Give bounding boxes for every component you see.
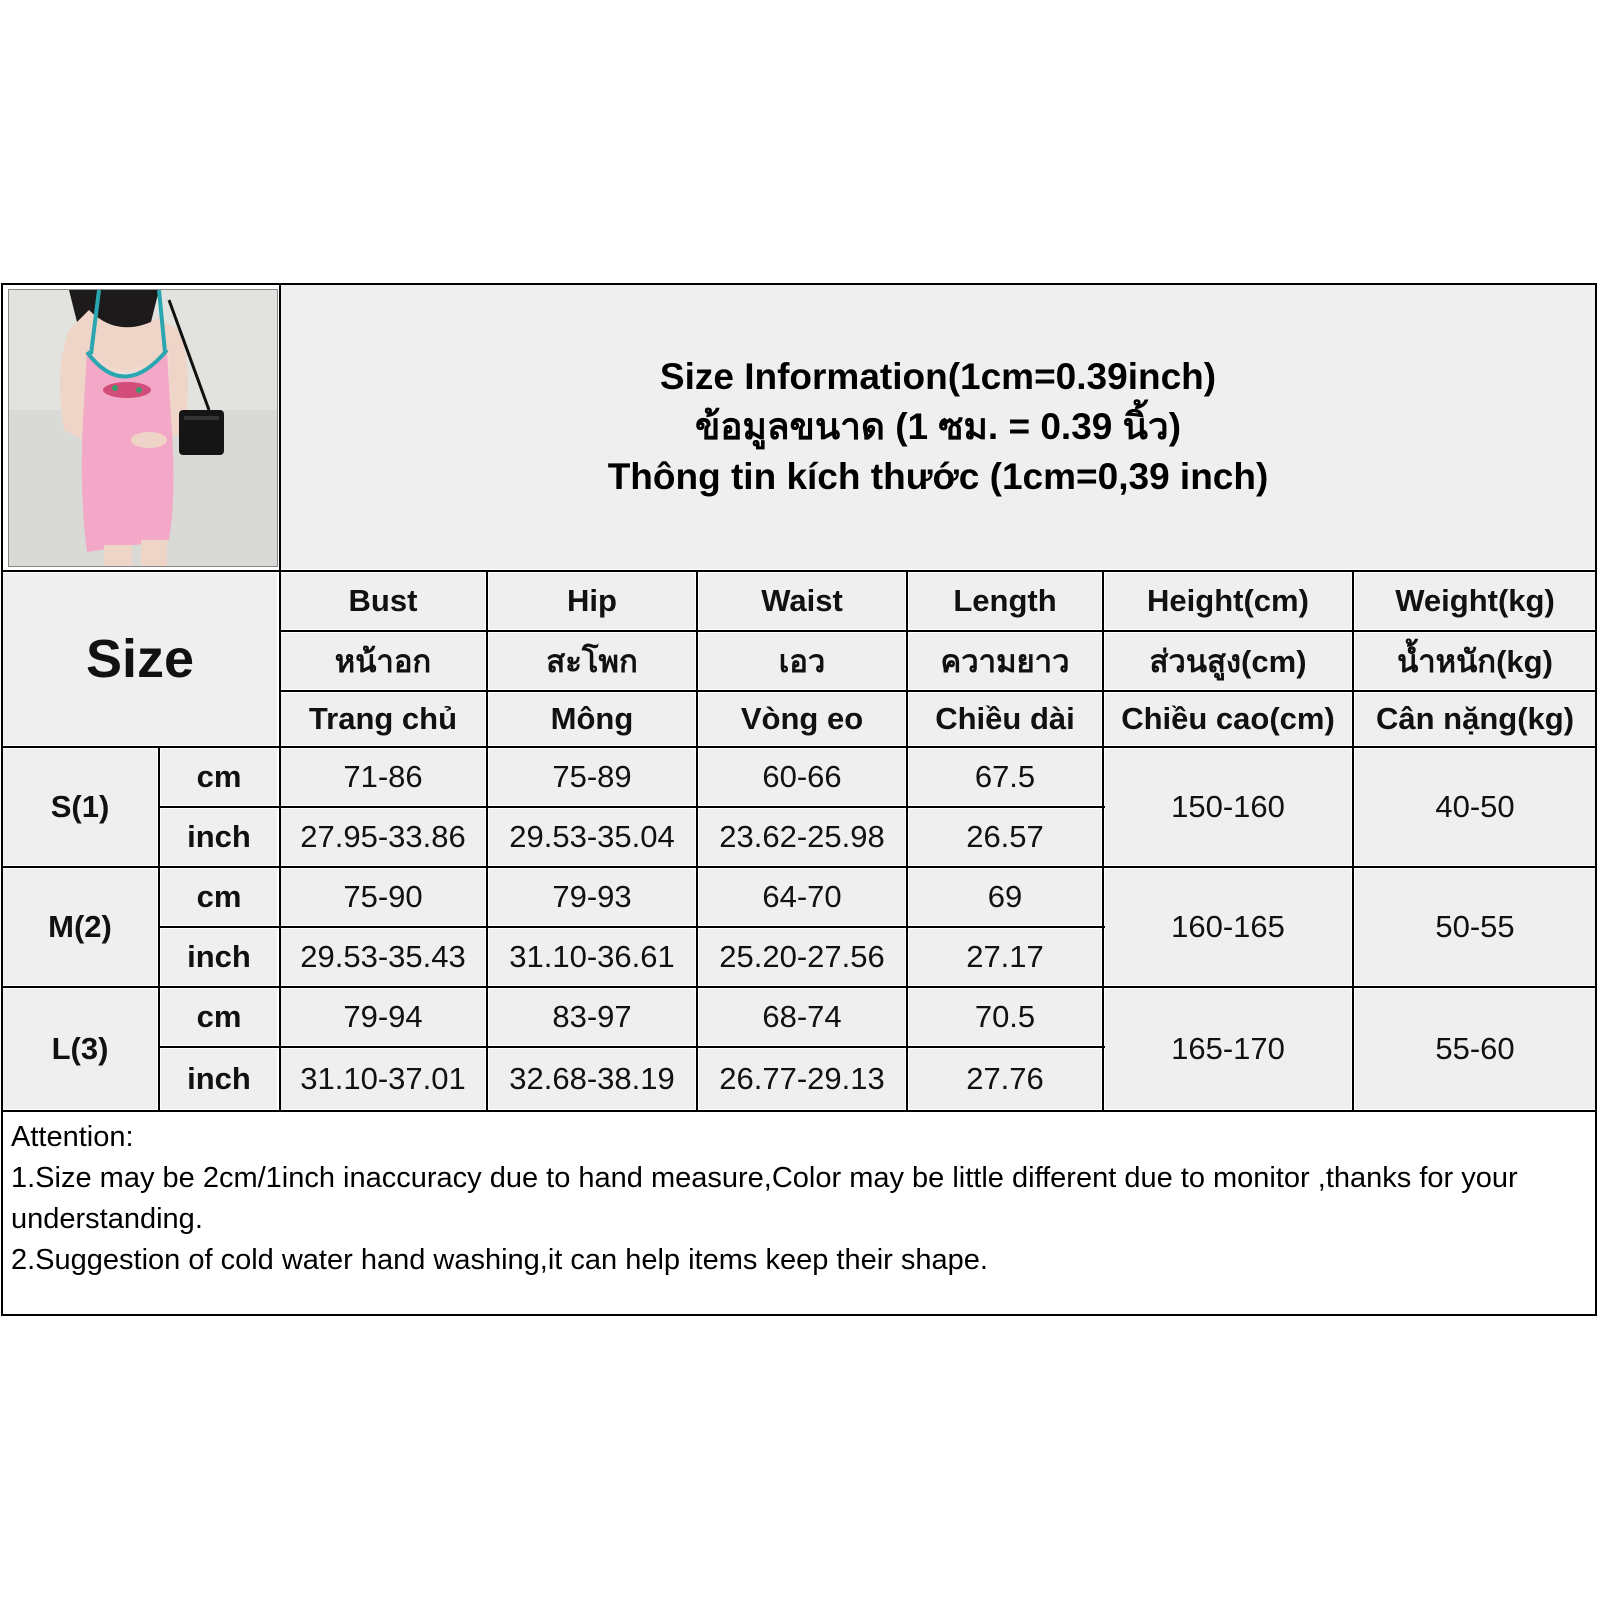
- size-m-label: M(2): [3, 869, 157, 985]
- unit-cm: cm: [161, 749, 277, 805]
- table-cell: 25.20-27.56: [699, 929, 905, 985]
- grid-line: [3, 866, 1595, 868]
- table-cell: 27.76: [909, 1049, 1101, 1109]
- grid-line: [1352, 571, 1354, 1111]
- col-header-waist-vi: Vòng eo: [699, 693, 905, 745]
- size-l-label: L(3): [3, 989, 157, 1109]
- col-header-height-th: ส่วนสูง(cm): [1105, 633, 1351, 689]
- table-cell: 68-74: [699, 989, 905, 1045]
- table-cell: 29.53-35.04: [489, 809, 695, 865]
- unit-inch: inch: [161, 809, 277, 865]
- table-cell: 79-94: [281, 989, 485, 1045]
- unit-cm: cm: [161, 989, 277, 1045]
- table-cell: 70.5: [909, 989, 1101, 1045]
- grid-line: [3, 1110, 1595, 1112]
- attention-notes: [3, 1113, 1595, 1313]
- attention-note-2: 2.Suggestion of cold water hand washing,it can help items keep their shape.: [11, 1244, 988, 1276]
- col-header-weight-vi: Cân nặng(kg): [1355, 693, 1595, 745]
- col-header-hip-vi: Mông: [489, 693, 695, 745]
- table-cell: 27.17: [909, 929, 1101, 985]
- col-header-weight-th: น้ำหนัก(kg): [1355, 633, 1595, 689]
- title-thai: ข้อมูลขนาด (1 ซม. = 0.39 นิ้ว): [694, 406, 1182, 447]
- col-header-hip-en: Hip: [489, 573, 695, 629]
- col-header-waist-en: Waist: [699, 573, 905, 629]
- grid-line: [159, 926, 1105, 928]
- table-cell: 31.10-36.61: [489, 929, 695, 985]
- grid-line: [159, 1046, 1105, 1048]
- col-header-length-vi: Chiều dài: [909, 693, 1101, 745]
- table-cell-weight: 40-50: [1355, 749, 1595, 865]
- grid-line: [3, 746, 1595, 748]
- grid-line: [279, 690, 1595, 692]
- table-cell-height: 150-160: [1105, 749, 1351, 865]
- table-cell: 75-90: [281, 869, 485, 925]
- grid-line: [158, 747, 160, 1111]
- size-chart: [1, 283, 1597, 1316]
- table-cell: 60-66: [699, 749, 905, 805]
- table-cell-weight: 50-55: [1355, 869, 1595, 985]
- table-cell: 75-89: [489, 749, 695, 805]
- table-cell: 67.5: [909, 749, 1101, 805]
- table-cell: 31.10-37.01: [281, 1049, 485, 1109]
- table-cell-weight: 55-60: [1355, 989, 1595, 1109]
- table-cell-height: 165-170: [1105, 989, 1351, 1109]
- table-cell: 71-86: [281, 749, 485, 805]
- col-header-height-en: Height(cm): [1105, 573, 1351, 629]
- size-info-title: [281, 285, 1595, 569]
- grid-line: [486, 571, 488, 1111]
- table-cell: 23.62-25.98: [699, 809, 905, 865]
- col-header-weight-en: Weight(kg): [1355, 573, 1595, 629]
- grid-line: [696, 571, 698, 1111]
- size-header: Size: [3, 573, 277, 745]
- grid-line: [159, 806, 1105, 808]
- grid-line: [3, 570, 1595, 572]
- unit-inch: inch: [161, 929, 277, 985]
- grid-line: [1102, 571, 1104, 1111]
- col-header-length-en: Length: [909, 573, 1101, 629]
- table-cell-height: 160-165: [1105, 869, 1351, 985]
- table-cell: 69: [909, 869, 1101, 925]
- unit-cm: cm: [161, 869, 277, 925]
- attention-note-1: 1.Size may be 2cm/1inch inaccuracy due to hand measure,Color may be little different due to monitor ,thanks for your understanding.: [11, 1162, 1518, 1235]
- table-cell: 32.68-38.19: [489, 1049, 695, 1109]
- attention-heading: Attention:: [11, 1121, 134, 1153]
- title-vietnamese: Thông tin kích thước (1cm=0,39 inch): [607, 456, 1269, 497]
- grid-line: [3, 986, 1595, 988]
- table-cell: 26.57: [909, 809, 1101, 865]
- grid-line: [906, 571, 908, 1111]
- table-cell: 64-70: [699, 869, 905, 925]
- unit-inch: inch: [161, 1049, 277, 1109]
- table-cell: 26.77-29.13: [699, 1049, 905, 1109]
- size-s-label: S(1): [3, 749, 157, 865]
- col-header-hip-th: สะโพก: [489, 633, 695, 689]
- col-header-height-vi: Chiều cao(cm): [1105, 693, 1351, 745]
- table-cell: 27.95-33.86: [281, 809, 485, 865]
- col-header-waist-th: เอว: [699, 633, 905, 689]
- table-cell: 83-97: [489, 989, 695, 1045]
- grid-line: [279, 630, 1595, 632]
- col-header-bust-vi: Trang chủ: [281, 693, 485, 745]
- table-cell: 79-93: [489, 869, 695, 925]
- col-header-bust-en: Bust: [281, 573, 485, 629]
- product-photo: [8, 289, 278, 567]
- col-header-bust-th: หน้าอก: [281, 633, 485, 689]
- title-english: Size Information(1cm=0.39inch): [659, 356, 1217, 397]
- col-header-length-th: ความยาว: [909, 633, 1101, 689]
- table-cell: 29.53-35.43: [281, 929, 485, 985]
